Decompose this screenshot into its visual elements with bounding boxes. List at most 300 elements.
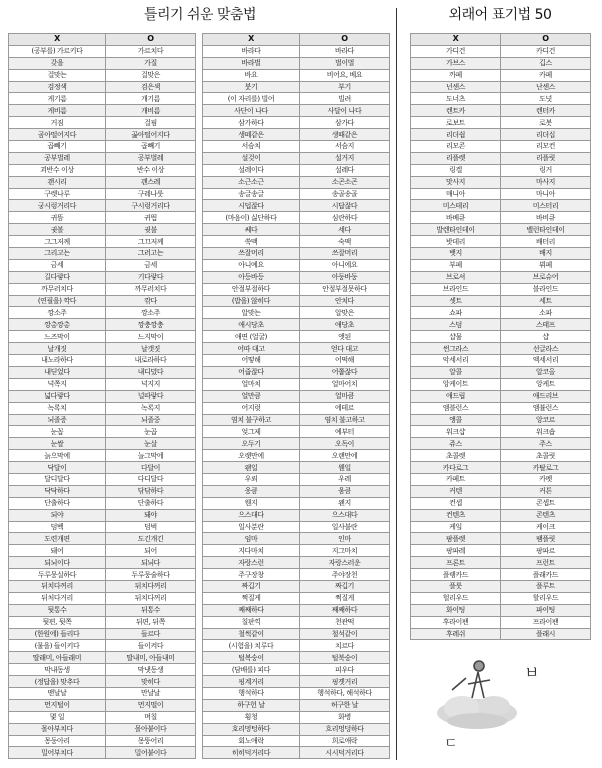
- right-cell: 화병: [300, 711, 390, 723]
- right-cell: 염치 불고하고: [300, 414, 390, 426]
- right-cell: 바라다: [300, 45, 390, 57]
- loanword-table: [410, 33, 591, 640]
- table-row: [9, 462, 196, 474]
- table-row: [203, 57, 390, 69]
- table-row: [9, 711, 196, 723]
- wrong-cell: 깡총깡총: [9, 319, 106, 331]
- right-cell: 가질: [106, 57, 196, 69]
- wrong-cell: 안절부절하다: [203, 283, 300, 295]
- right-cell: 되어: [106, 545, 196, 557]
- wrong-cell: 애띤 (얼굴): [203, 331, 300, 343]
- table2-grid: [202, 33, 390, 759]
- right-cell: 다달이: [106, 462, 196, 474]
- header-row: [203, 34, 390, 46]
- right-cell: 깁스: [501, 57, 591, 69]
- right-cell: 들르다: [106, 628, 196, 640]
- table-row: [9, 533, 196, 545]
- wrong-cell: 행석하다: [203, 687, 300, 699]
- wrong-cell: 달디달다: [9, 473, 106, 485]
- table-row: [9, 652, 196, 664]
- right-cell: 맞히다: [106, 676, 196, 688]
- right-cell: 느지막이: [106, 331, 196, 343]
- table-row: [411, 81, 591, 93]
- right-cell: 오독이: [300, 438, 390, 450]
- wrong-cell: 뱃지: [411, 248, 501, 260]
- wrong-cell: 카페트: [411, 473, 501, 485]
- wrong-cell: 몽둥아리: [9, 735, 106, 747]
- table-row: [411, 355, 591, 367]
- table-row: [411, 152, 591, 164]
- table-row: [203, 699, 390, 711]
- table-row: [9, 580, 196, 592]
- wrong-cell: 도너츠: [411, 93, 501, 105]
- table-row: [203, 200, 390, 212]
- right-cell: 곱빼기: [106, 141, 196, 153]
- right-cell: 세트: [501, 295, 591, 307]
- wrong-cell: 눈쌀: [9, 438, 106, 450]
- right-cell: 기다랗다: [106, 271, 196, 283]
- wrong-cell: 후레쉬: [411, 628, 501, 640]
- wrong-cell: 매니아: [411, 188, 501, 200]
- wrong-cell: 덤벡: [9, 521, 106, 533]
- right-cell: 카펫: [501, 473, 591, 485]
- wrong-cell: 브로셔: [411, 271, 501, 283]
- table-row: [203, 366, 390, 378]
- table-row: [9, 164, 196, 176]
- figure-illustration: [452, 661, 490, 698]
- table-row: [203, 295, 390, 307]
- wrong-cell: 회노애락: [203, 735, 300, 747]
- table-row: [411, 366, 591, 378]
- wrong-cell: (시험을) 치루다: [203, 640, 300, 652]
- wrong-cell: 까페: [411, 69, 501, 81]
- right-cell: 행석하다, 해석하다: [300, 687, 390, 699]
- wrong-cell: 뇌졸증: [9, 414, 106, 426]
- table-row: [9, 212, 196, 224]
- wrong-cell: (연필을) 깍다: [9, 295, 106, 307]
- right-cell: 뷔페: [501, 259, 591, 271]
- right-cell: 핑곗거리: [300, 676, 390, 688]
- wrong-cell: 쩍질게: [203, 592, 300, 604]
- wrong-cell: 갖을: [9, 57, 106, 69]
- table-row: [411, 259, 591, 271]
- wrong-cell: 째째하다: [203, 604, 300, 616]
- wrong-cell: 샵물: [411, 331, 501, 343]
- right-cell: 뇌졸중: [106, 414, 196, 426]
- wrong-cell: 어줍잖다: [203, 366, 300, 378]
- right-cell: 워크숍: [501, 426, 591, 438]
- wrong-cell: 딸래미, 아들래미: [9, 652, 106, 664]
- right-cell: 천관떡: [300, 616, 390, 628]
- table-row: [203, 497, 390, 509]
- table-row: [203, 105, 390, 117]
- wrong-cell: 칠판끽: [203, 616, 300, 628]
- right-cell: 렌터카: [501, 105, 591, 117]
- table-row: [9, 628, 196, 640]
- right-cell: 허구한 날: [300, 699, 390, 711]
- right-cell: 케이크: [501, 521, 591, 533]
- wrong-cell: 호리멍텅하다: [203, 723, 300, 735]
- right-cell: 으스대다: [300, 509, 390, 521]
- right-cell: 다디달다: [106, 473, 196, 485]
- wrong-cell: 컨셉: [411, 497, 501, 509]
- right-cell: 리플릿: [501, 152, 591, 164]
- wrong-cell: 염치 불구하고: [203, 414, 300, 426]
- wrong-cell: 삼가하다: [203, 117, 300, 129]
- table-row: [411, 438, 591, 450]
- right-cell: 선글라스: [501, 343, 591, 355]
- table-row: [411, 331, 591, 343]
- table-row: [203, 176, 390, 188]
- right-cell: 날갯짓: [106, 343, 196, 355]
- wrong-cell: 쓰잘머리: [203, 248, 300, 260]
- table-row: [203, 640, 390, 652]
- wrong-cell: 도련개편: [9, 533, 106, 545]
- table-row: [411, 485, 591, 497]
- right-cell: 딸내미, 아들내미: [106, 652, 196, 664]
- table-row: [9, 699, 196, 711]
- header-row: [411, 34, 591, 46]
- wrong-cell: 썬그라스: [411, 343, 501, 355]
- wrong-cell: 깡소주: [9, 307, 106, 319]
- wrong-cell: 몇 일: [9, 711, 106, 723]
- wrong-cell: 까무러치다: [9, 283, 106, 295]
- right-cell: 짜깁기: [300, 580, 390, 592]
- table-row: [411, 164, 591, 176]
- table-row: [203, 378, 390, 390]
- deco-glyph-1: ㅂ: [524, 663, 540, 682]
- right-cell: 마사지: [501, 176, 591, 188]
- right-cell: 안절부절못하다: [300, 283, 390, 295]
- wrong-cell: 초콜렛: [411, 450, 501, 462]
- table-row: [203, 414, 390, 426]
- right-cell: 구시렁거리다: [106, 200, 196, 212]
- right-cell: 쓰잘머리: [300, 248, 390, 260]
- wrong-cell: 팡파레: [411, 545, 501, 557]
- table-row: [9, 117, 196, 129]
- table-row: [411, 319, 591, 331]
- right-cell: 벌이벌: [300, 57, 390, 69]
- cloud-illustration: [437, 696, 517, 729]
- table-row: [9, 259, 196, 271]
- wrong-cell: 송글송글: [203, 188, 300, 200]
- right-title: 외래어 표기법 50: [448, 7, 552, 23]
- table-row: [9, 188, 196, 200]
- right-cell: 서슴지: [300, 141, 390, 153]
- wrong-cell: 아등바등: [203, 271, 300, 283]
- table-row: [203, 343, 390, 355]
- header-row: [9, 34, 196, 46]
- wrong-cell: 컨텐츠: [411, 509, 501, 521]
- wrong-cell: 엊그제: [203, 426, 300, 438]
- table-row: [203, 664, 390, 676]
- table-row: [9, 93, 196, 105]
- right-cell: 콘텐츠: [501, 509, 591, 521]
- table-row: [203, 402, 390, 414]
- wrong-cell: 브라인드: [411, 283, 501, 295]
- wrong-cell: 늙으막에: [9, 450, 106, 462]
- right-cell: 괜스레: [106, 176, 196, 188]
- table-row: [411, 378, 591, 390]
- wrong-cell: 시덥잖다: [203, 200, 300, 212]
- wrong-cell: 알맞는: [203, 307, 300, 319]
- right-cell: 까무러치다: [106, 283, 196, 295]
- table-row: [411, 426, 591, 438]
- wrong-cell: 워크샵: [411, 426, 501, 438]
- wrong-cell: 단출하다: [9, 497, 106, 509]
- wrong-cell: 자랑스런: [203, 557, 300, 569]
- right-cell: 들이켜다: [106, 640, 196, 652]
- table-row: [203, 616, 390, 628]
- wrong-cell: 맛사지: [411, 176, 501, 188]
- wrong-cell: 바라다: [203, 45, 300, 57]
- wrong-cell: 왠일: [203, 462, 300, 474]
- wrong-cell: 검정색: [9, 81, 106, 93]
- wrong-cell: 쑥맥: [203, 236, 300, 248]
- right-cell: 내로라하다: [106, 355, 196, 367]
- header-right: O: [300, 34, 390, 46]
- table-row: [9, 735, 196, 747]
- table-row: [411, 509, 591, 521]
- wrong-cell: 눈꼽: [9, 426, 106, 438]
- wrong-cell: 길다랗다: [9, 271, 106, 283]
- right-cell: 설레다: [300, 164, 390, 176]
- right-cell: 앙케트: [501, 378, 591, 390]
- right-cell: 에테르: [300, 402, 390, 414]
- table-row: [411, 236, 591, 248]
- right-cell: 사달이 나다: [300, 105, 390, 117]
- table-row: [411, 533, 591, 545]
- wrong-cell: 짜깁기: [203, 580, 300, 592]
- wrong-cell: 넌센스: [411, 81, 501, 93]
- table-row: [203, 283, 390, 295]
- right-cell: 깡소주: [106, 307, 196, 319]
- table-row: [411, 141, 591, 153]
- wrong-cell: 커텐: [411, 485, 501, 497]
- right-cell: 녹록지: [106, 402, 196, 414]
- wrong-cell: 구렛나루: [9, 188, 106, 200]
- wrong-cell: 플룻: [411, 580, 501, 592]
- table-row: [9, 723, 196, 735]
- right-cell: 막냇동생: [106, 664, 196, 676]
- right-cell: 도긴개긴: [106, 533, 196, 545]
- right-cell: 숙맥: [300, 236, 390, 248]
- table-row: [203, 93, 390, 105]
- right-cell: 뒤통수: [106, 604, 196, 616]
- header-wrong: X: [203, 34, 300, 46]
- table-row: [9, 473, 196, 485]
- table-row: [9, 283, 196, 295]
- right-cell: 웬일: [300, 462, 390, 474]
- right-cell: 만날날: [106, 687, 196, 699]
- table-row: [9, 378, 196, 390]
- table-row: [411, 307, 591, 319]
- wrong-cell: 바베큐: [411, 212, 501, 224]
- right-cell: 밸런타인데이: [501, 224, 591, 236]
- header-wrong: X: [411, 34, 501, 46]
- right-cell: 널따랗다: [106, 390, 196, 402]
- wrong-cell: (마음이) 싫단하다: [203, 212, 300, 224]
- right-cell: 생때같은: [300, 129, 390, 141]
- right-cell: 내디뎠다: [106, 366, 196, 378]
- right-cell: 로봇: [501, 117, 591, 129]
- table-row: [9, 248, 196, 260]
- wrong-cell: 플랭카드: [411, 569, 501, 581]
- right-cell: 뒤치다꺼리: [106, 592, 196, 604]
- wrong-cell: 헐리우드: [411, 592, 501, 604]
- right-cell: 철석같이: [300, 628, 390, 640]
- right-cell: 뒤치다꺼리: [106, 580, 196, 592]
- right-cell: 애드리브: [501, 390, 591, 402]
- table-row: [9, 390, 196, 402]
- table-row: [203, 569, 390, 581]
- wrong-cell: 막내동생: [9, 664, 106, 676]
- wrong-cell: 히히덕거리다: [203, 747, 300, 759]
- table-row: [411, 200, 591, 212]
- table-row: [203, 711, 390, 723]
- wrong-cell: 주구장창: [203, 569, 300, 581]
- right-cell: 초콜릿: [501, 450, 591, 462]
- right-cell: 프런트: [501, 557, 591, 569]
- table-row: [9, 319, 196, 331]
- table-row: [9, 640, 196, 652]
- right-cell: 며칠: [106, 711, 196, 723]
- table-row: [9, 747, 196, 759]
- table-row: [203, 450, 390, 462]
- right-cell: 알맞은: [300, 307, 390, 319]
- table-row: [411, 212, 591, 224]
- table-row: [9, 676, 196, 688]
- wrong-cell: 가디건: [411, 45, 501, 57]
- table-row: [9, 438, 196, 450]
- table-row: [9, 402, 196, 414]
- decorative-illustration: [432, 628, 597, 758]
- wrong-cell: 되야: [9, 509, 106, 521]
- right-cell: 플루트: [501, 580, 591, 592]
- wrong-cell: 어지럿: [203, 402, 300, 414]
- wrong-cell: 악세서리: [411, 355, 501, 367]
- wrong-cell: 쇼파: [411, 307, 501, 319]
- wrong-cell: 부페: [411, 259, 501, 271]
- table-row: [9, 497, 196, 509]
- table-row: [411, 462, 591, 474]
- wrong-cell: 털복숭이: [203, 652, 300, 664]
- wrong-cell: 쥬스: [411, 438, 501, 450]
- wrong-cell: 발렌타인데이: [411, 224, 501, 236]
- table-row: [9, 592, 196, 604]
- right-cell: 앳된: [300, 331, 390, 343]
- right-cell: 눈곱: [106, 426, 196, 438]
- table-row: [411, 248, 591, 260]
- wrong-cell: 게기름: [9, 93, 106, 105]
- right-cell: 우레: [300, 473, 390, 485]
- wrong-cell: 궁시렁거리다: [9, 200, 106, 212]
- wrong-cell: 얼마치: [203, 378, 300, 390]
- wrong-cell: 웅큼: [203, 485, 300, 497]
- header-right: O: [106, 34, 196, 46]
- table-row: [411, 592, 591, 604]
- table-row: [203, 426, 390, 438]
- table-row: [203, 687, 390, 699]
- wrong-cell: 애드립: [411, 390, 501, 402]
- table-row: [411, 117, 591, 129]
- right-cell: 늘그막에: [106, 450, 196, 462]
- wrong-cell: 바라벌: [203, 57, 300, 69]
- right-cell: 카디건: [501, 45, 591, 57]
- table-row: [9, 557, 196, 569]
- table-row: [9, 521, 196, 533]
- right-cell: 앙코르: [501, 414, 591, 426]
- wrong-cell: 횡청: [203, 711, 300, 723]
- table-row: [9, 224, 196, 236]
- table1-grid: [8, 33, 196, 759]
- table-row: [9, 45, 196, 57]
- table-row: [9, 200, 196, 212]
- table-row: [9, 664, 196, 676]
- right-cell: 안치다: [300, 295, 390, 307]
- right-cell: 밀어붙이다: [106, 747, 196, 759]
- right-cell: 깡충깡충: [106, 319, 196, 331]
- right-cell: 샵: [501, 331, 591, 343]
- right-cell: 몽뚱어리: [106, 735, 196, 747]
- table-row: [411, 93, 591, 105]
- right-cell: 단출하다: [106, 497, 196, 509]
- wrong-cell: 셋트: [411, 295, 501, 307]
- right-cell: 난센스: [501, 81, 591, 93]
- right-cell: 금세: [106, 259, 196, 271]
- wrong-cell: 금세: [9, 259, 106, 271]
- right-cell: 구레나룻: [106, 188, 196, 200]
- table-row: [9, 81, 196, 93]
- table-row: [203, 628, 390, 640]
- table-row: [9, 450, 196, 462]
- right-cell: 심란하다: [300, 212, 390, 224]
- right-cell: 검은색: [106, 81, 196, 93]
- header-wrong: X: [9, 34, 106, 46]
- table-row: [411, 414, 591, 426]
- table-row: [203, 533, 390, 545]
- table-row: [203, 45, 390, 57]
- wrong-cell: 닥달이: [9, 462, 106, 474]
- wrong-cell: 팜플렛: [411, 533, 501, 545]
- table-row: [203, 259, 390, 271]
- wrong-cell: 귀뜸: [9, 212, 106, 224]
- table-row: [9, 687, 196, 699]
- right-cell: 흐리멍덩하다: [300, 723, 390, 735]
- wrong-cell: 뒤치다꺼리: [9, 580, 106, 592]
- wrong-cell: 얼만큼: [203, 390, 300, 402]
- right-cell: 귓불: [106, 224, 196, 236]
- table-row: [411, 188, 591, 200]
- wrong-cell: 먼지털이: [9, 699, 106, 711]
- wrong-cell: 설레이다: [203, 164, 300, 176]
- table-row: [203, 236, 390, 248]
- wrong-cell: 그리고는: [9, 248, 106, 260]
- wrong-cell: 임마: [203, 533, 300, 545]
- table-row: [411, 557, 591, 569]
- table-row: [203, 735, 390, 747]
- wrong-cell: 로보트: [411, 117, 501, 129]
- table-row: [203, 224, 390, 236]
- wrong-cell: 우뢰: [203, 473, 300, 485]
- right-cell: 걸맞은: [106, 69, 196, 81]
- right-cell: 가르치다: [106, 45, 196, 57]
- right-cell: 얼마어치: [300, 378, 390, 390]
- right-cell: 귀띔: [106, 212, 196, 224]
- wrong-cell: 뒷편, 뒷쪽: [9, 616, 106, 628]
- wrong-cell: 뒷통수: [9, 604, 106, 616]
- table-row: [9, 57, 196, 69]
